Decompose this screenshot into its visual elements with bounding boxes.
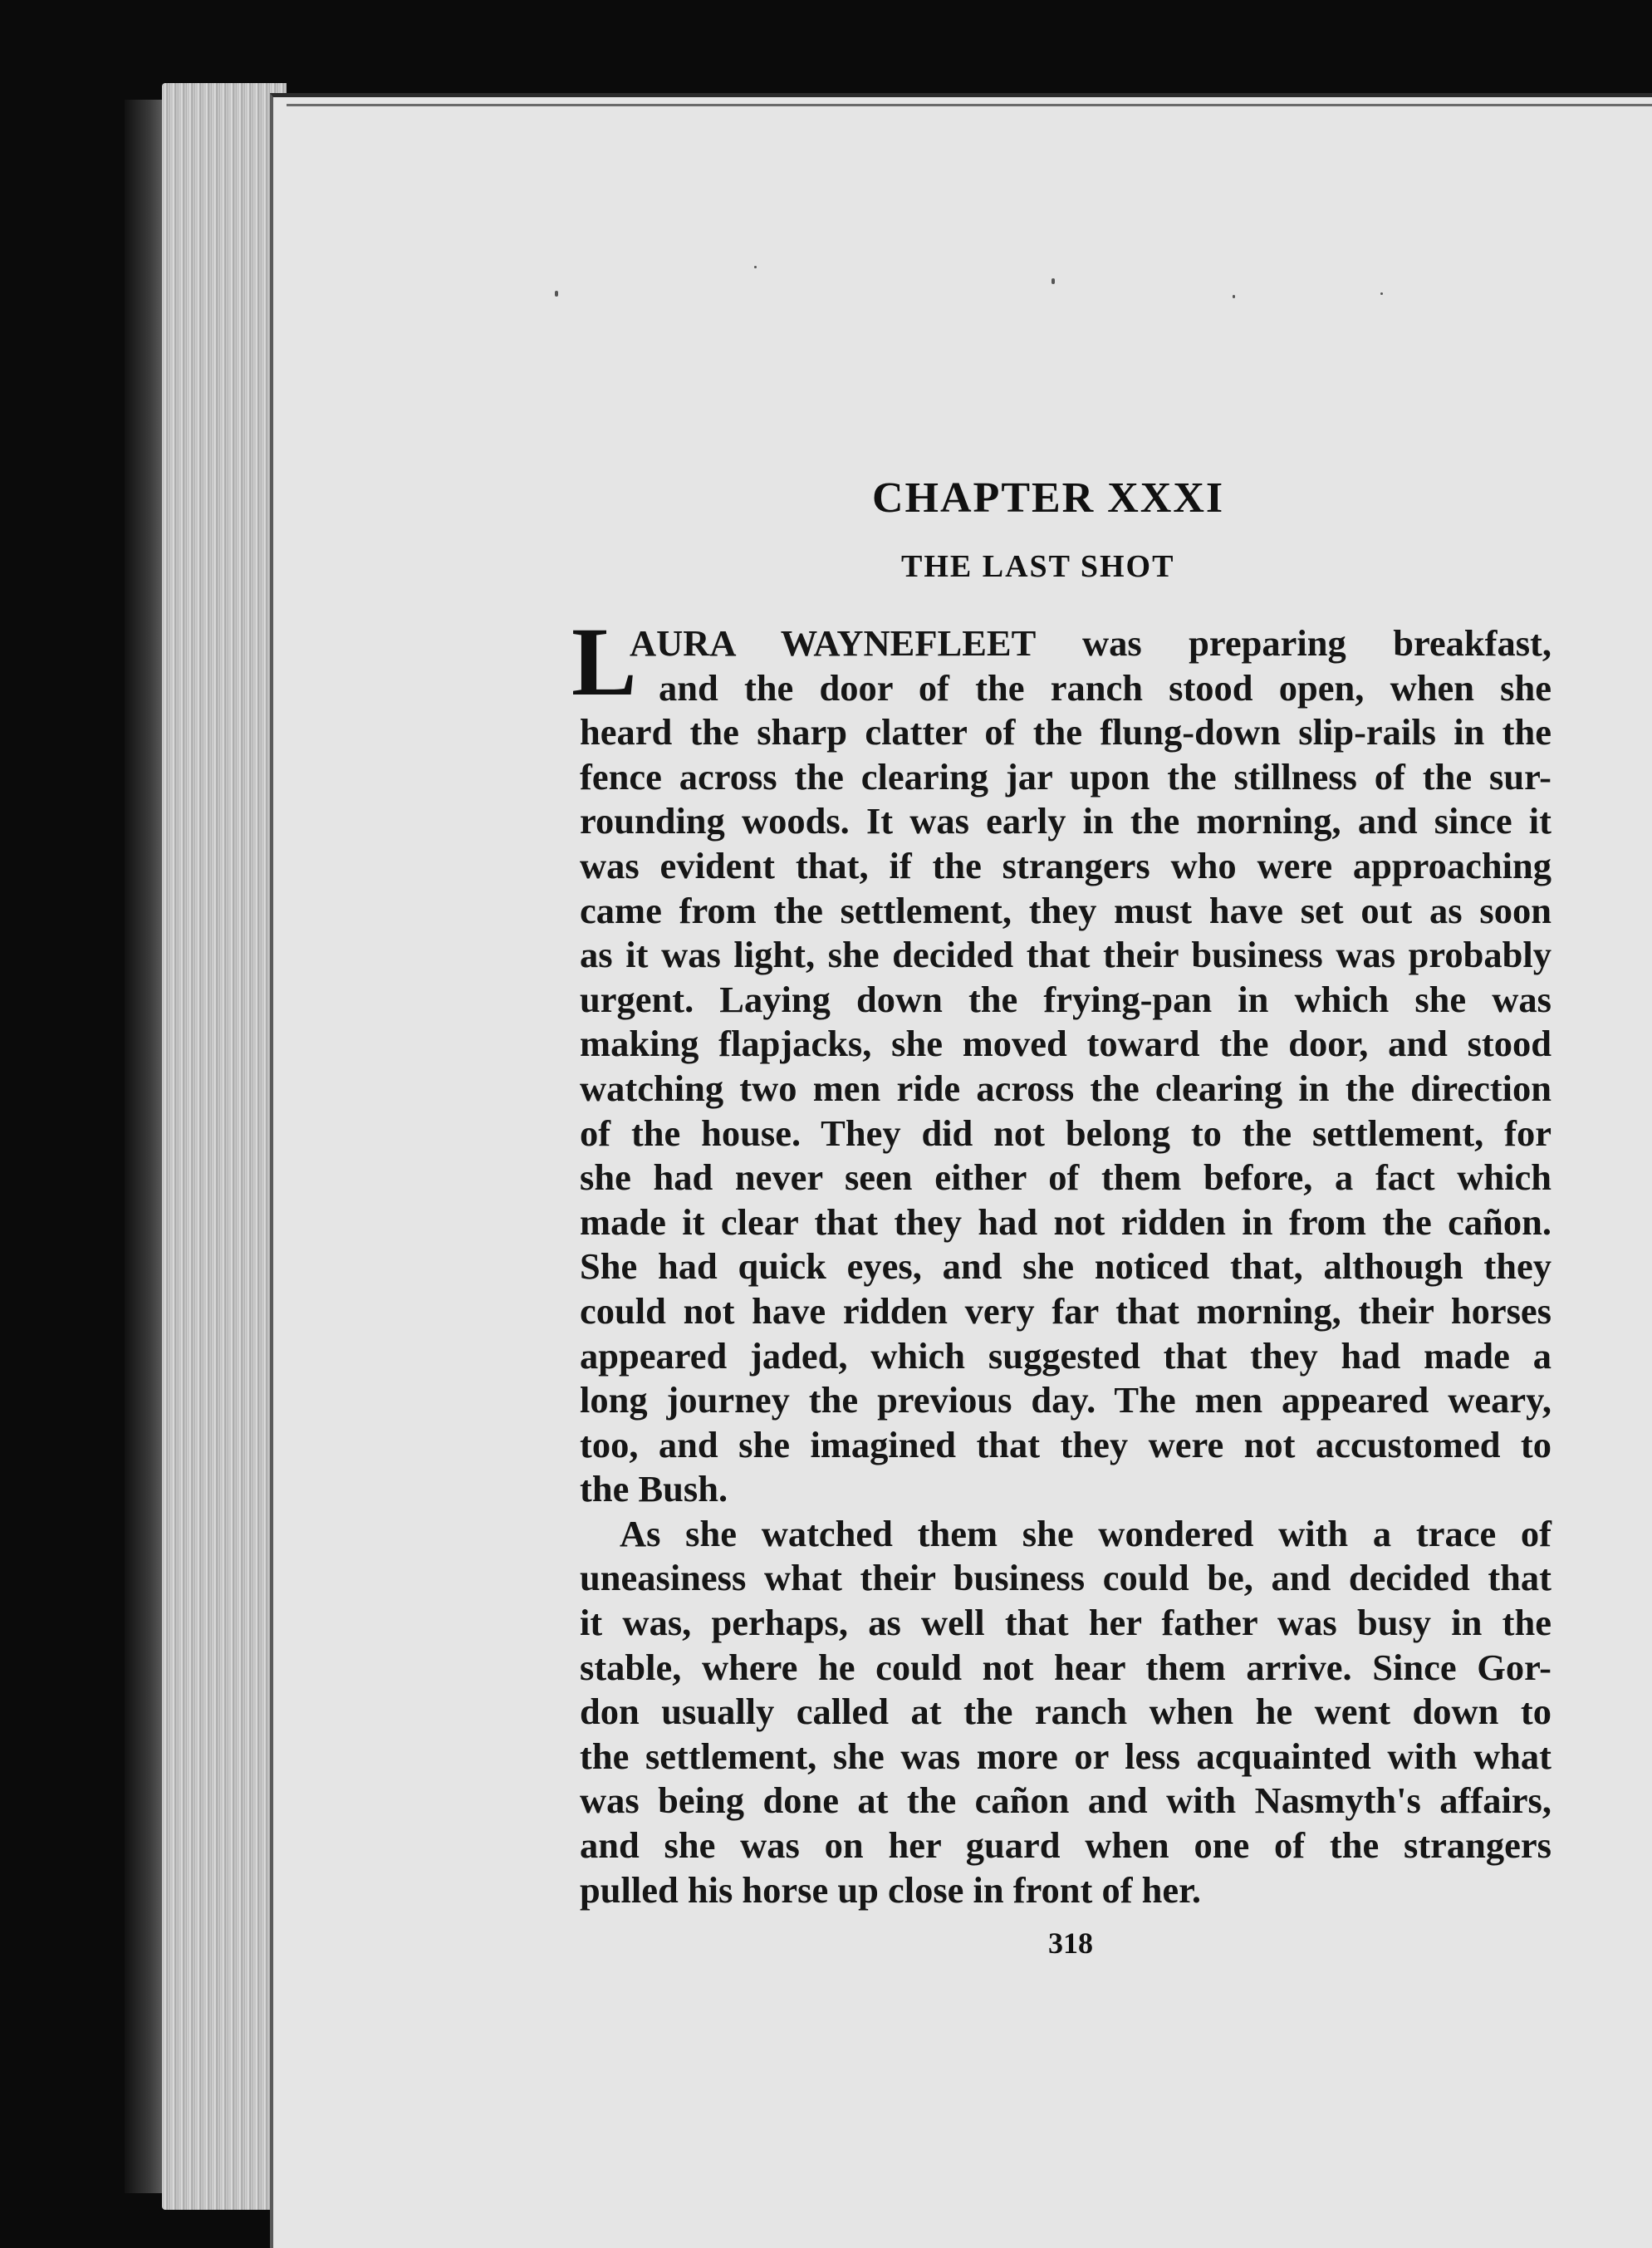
text-line: stable, where he could not hear them arrive. Since Gor-	[580, 1646, 1552, 1688]
text-line: rounding woods. It was early in the morning, and since it	[580, 800, 1552, 842]
text-line: making flapjacks, she moved toward the door, and stood	[580, 1023, 1552, 1065]
text-line: long journey the previous day. The men appeared weary,	[580, 1379, 1552, 1421]
page-number: 318	[1048, 1927, 1093, 1960]
text-line: she had never seen either of them before, a fact which	[580, 1156, 1552, 1199]
text-line: and the door of the ranch stood open, when she	[659, 666, 1552, 709]
text-line: too, and she imagined that they were not accustomed to	[580, 1423, 1552, 1465]
page-edges	[162, 83, 287, 2210]
page-top-edge	[287, 104, 1652, 106]
body-text	[580, 621, 1552, 1912]
text-line: AURA WAYNEFLEET was preparing breakfast,	[630, 622, 1552, 664]
text-line: was evident that, if the strangers who were approaching	[580, 844, 1552, 886]
text-line: As she watched them she wondered with a trace of	[620, 1512, 1552, 1554]
text-line: uneasiness what their business could be, and decided that	[580, 1557, 1552, 1599]
text-line: could not have ridden very far that morning, their horses	[580, 1289, 1552, 1332]
text-line: She had quick eyes, and she noticed that, although they	[580, 1245, 1552, 1288]
text-line: urgent. Laying down the frying-pan in which she was	[580, 978, 1552, 1020]
text-line: of the house. They did not belong to the settlement, for	[580, 1112, 1552, 1154]
text-line: and she was on her guard when one of the strangers	[580, 1824, 1552, 1867]
text-line: the settlement, she was more or less acquainted with what	[580, 1735, 1552, 1777]
text-line: as it was light, she decided that their business was probably	[580, 934, 1552, 976]
drop-cap: L	[571, 607, 637, 716]
text-line: it was, perhaps, as well that her father was busy in the	[580, 1602, 1552, 1644]
text-line: the Bush.	[580, 1468, 728, 1510]
text-line: pulled his horse up close in front of her.	[580, 1868, 1201, 1911]
text-line: appeared jaded, which suggested that they had made a	[580, 1334, 1552, 1377]
text-line: don usually called at the ranch when he went down to	[580, 1691, 1552, 1733]
chapter-subtitle: THE LAST SHOT	[901, 549, 1175, 584]
text-line: watching two men ride across the clearing in the direction	[580, 1067, 1552, 1109]
text-line: made it clear that they had not ridden in from the cañon.	[580, 1200, 1552, 1243]
text-line: came from the settlement, they must have set out as soon	[580, 889, 1552, 931]
text-line: was being done at the cañon and with Nasmyth's affairs,	[580, 1779, 1552, 1822]
text-line: heard the sharp clatter of the flung-down slip-rails in the	[580, 711, 1552, 753]
text-line: fence across the clearing jar upon the stillness of the sur-	[580, 755, 1552, 798]
chapter-title: CHAPTER XXXI	[872, 474, 1225, 522]
